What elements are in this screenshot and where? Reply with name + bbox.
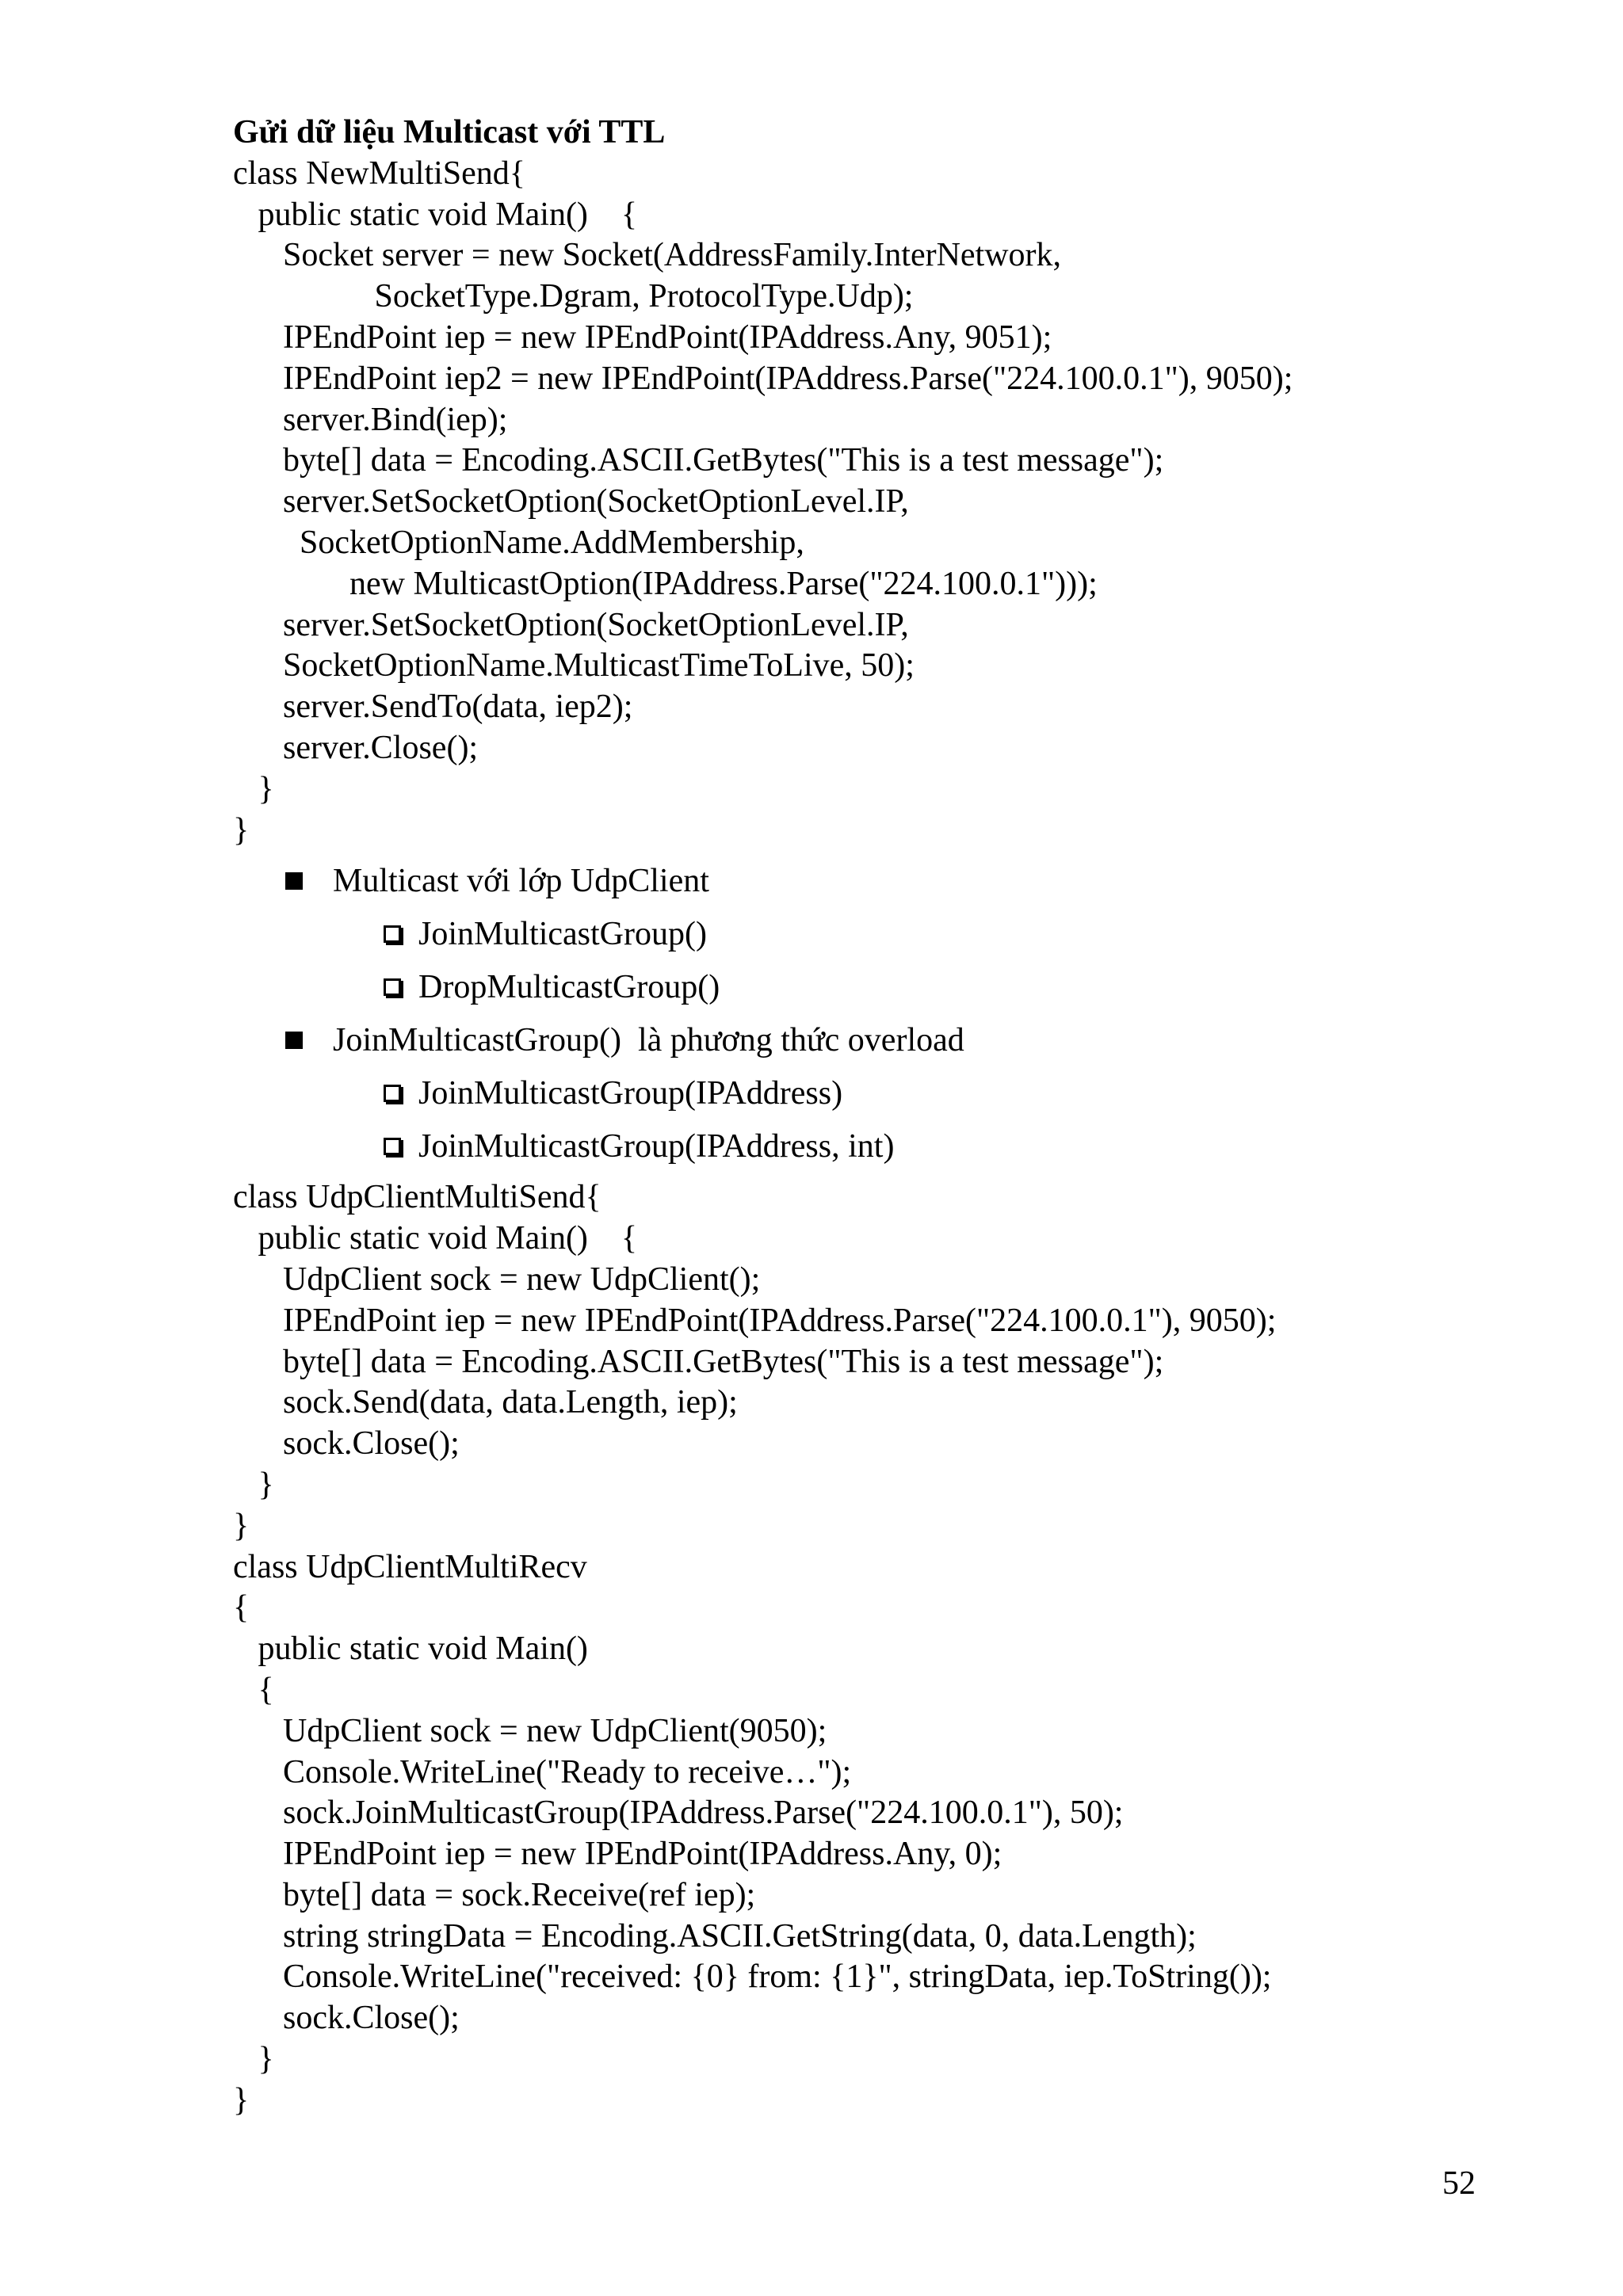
code-line: sock.Close(); bbox=[233, 2000, 460, 2037]
bullet-list bbox=[233, 854, 1580, 1173]
sub-bullet-item bbox=[233, 960, 1580, 1013]
filled-square-bullet-icon bbox=[285, 872, 303, 890]
hollow-square-bullet-icon bbox=[384, 925, 401, 943]
code-line: IPEndPoint iep = new IPEndPoint(IPAddress.Any, 9051); bbox=[233, 318, 1052, 356]
code-line: server.SendTo(data, iep2); bbox=[233, 688, 633, 726]
bullet-text: JoinMulticastGroup() là phương thức overload bbox=[333, 1021, 964, 1058]
code-line: SocketOptionName.MulticastTimeToLive, 50); bbox=[233, 647, 915, 685]
code-line: server.SetSocketOption(SocketOptionLevel.IP, bbox=[233, 606, 909, 643]
hollow-square-bullet-icon bbox=[384, 978, 401, 996]
code-line: SocketOptionName.AddMembership, bbox=[233, 524, 804, 561]
code-line: IPEndPoint iep2 = new IPEndPoint(IPAddress.Parse("224.100.0.1"), 9050); bbox=[233, 360, 1293, 397]
bullet-text: JoinMulticastGroup(IPAddress) bbox=[418, 1074, 843, 1112]
code-line: UdpClient sock = new UdpClient(); bbox=[233, 1261, 761, 1298]
code-line: sock.Close(); bbox=[233, 1425, 460, 1463]
code-line: class NewMultiSend{ bbox=[233, 154, 525, 192]
bullet-text: JoinMulticastGroup(IPAddress, int) bbox=[418, 1127, 895, 1165]
code-line: Console.WriteLine("Ready to receive…"); bbox=[233, 1753, 852, 1791]
code-line: byte[] data = Encoding.ASCII.GetBytes("This is a test message"); bbox=[233, 1343, 1164, 1380]
code-line: public static void Main() { bbox=[233, 196, 638, 233]
code-line: new MulticastOption(IPAddress.Parse("224.100.0.1"))); bbox=[233, 565, 1098, 602]
code-line: } bbox=[233, 770, 274, 807]
page-number: 52 bbox=[1442, 2165, 1476, 2202]
bullet-text: DropMulticastGroup() bbox=[418, 968, 720, 1005]
sub-bullet-item bbox=[233, 1066, 1580, 1119]
code-line: class UdpClientMultiRecv bbox=[233, 1548, 587, 1585]
bullet-text: JoinMulticastGroup() bbox=[418, 915, 707, 952]
code-line: sock.Send(data, data.Length, iep); bbox=[233, 1384, 738, 1421]
code-line: } bbox=[233, 1507, 250, 1544]
code-line: server.SetSocketOption(SocketOptionLevel.IP, bbox=[233, 483, 909, 521]
code-line: SocketType.Dgram, ProtocolType.Udp); bbox=[233, 278, 914, 315]
code-line: } bbox=[233, 1466, 274, 1503]
code-line: Socket server = new Socket(AddressFamily.InterNetwork, bbox=[233, 237, 1062, 274]
code-line: public static void Main() { bbox=[233, 1220, 638, 1257]
code-block-udp-client bbox=[233, 1177, 1580, 2121]
code-line: server.Bind(iep); bbox=[233, 401, 508, 438]
page-content bbox=[233, 113, 1580, 2122]
code-line: } bbox=[233, 2041, 274, 2078]
code-line: IPEndPoint iep = new IPEndPoint(IPAddress.Any, 0); bbox=[233, 1836, 1002, 1873]
code-line: } bbox=[233, 2081, 250, 2119]
code-block-new-multi-send bbox=[233, 154, 1580, 852]
bullet-item bbox=[233, 854, 1580, 907]
bullet-text: Multicast với lớp UdpClient bbox=[333, 862, 709, 899]
code-line: UdpClient sock = new UdpClient(9050); bbox=[233, 1712, 827, 1749]
code-line: } bbox=[233, 811, 250, 849]
sub-bullet-item bbox=[233, 907, 1580, 960]
hollow-square-bullet-icon bbox=[384, 1085, 401, 1102]
code-line: { bbox=[233, 1589, 250, 1627]
bullet-item bbox=[233, 1013, 1580, 1066]
code-line: sock.JoinMulticastGroup(IPAddress.Parse("224.100.0.1"), 50); bbox=[233, 1794, 1124, 1832]
code-line: string stringData = Encoding.ASCII.GetString(data, 0, data.Length); bbox=[233, 1917, 1197, 1955]
code-line: IPEndPoint iep = new IPEndPoint(IPAddress.Parse("224.100.0.1"), 9050); bbox=[233, 1302, 1277, 1339]
sub-bullet-item bbox=[233, 1119, 1580, 1173]
code-line: byte[] data = sock.Receive(ref iep); bbox=[233, 1876, 756, 1913]
code-line: server.Close(); bbox=[233, 729, 479, 766]
code-line: public static void Main() bbox=[233, 1630, 588, 1668]
code-line: { bbox=[233, 1671, 274, 1708]
code-line: byte[] data = Encoding.ASCII.GetBytes("This is a test message"); bbox=[233, 442, 1164, 479]
section-heading: Gửi dữ liệu Multicast với TTL bbox=[233, 114, 666, 151]
filled-square-bullet-icon bbox=[285, 1032, 303, 1049]
hollow-square-bullet-icon bbox=[384, 1138, 401, 1155]
code-line: Console.WriteLine("received: {0} from: {1}", stringData, iep.ToString()); bbox=[233, 1958, 1272, 1996]
code-line: class UdpClientMultiSend{ bbox=[233, 1179, 601, 1216]
